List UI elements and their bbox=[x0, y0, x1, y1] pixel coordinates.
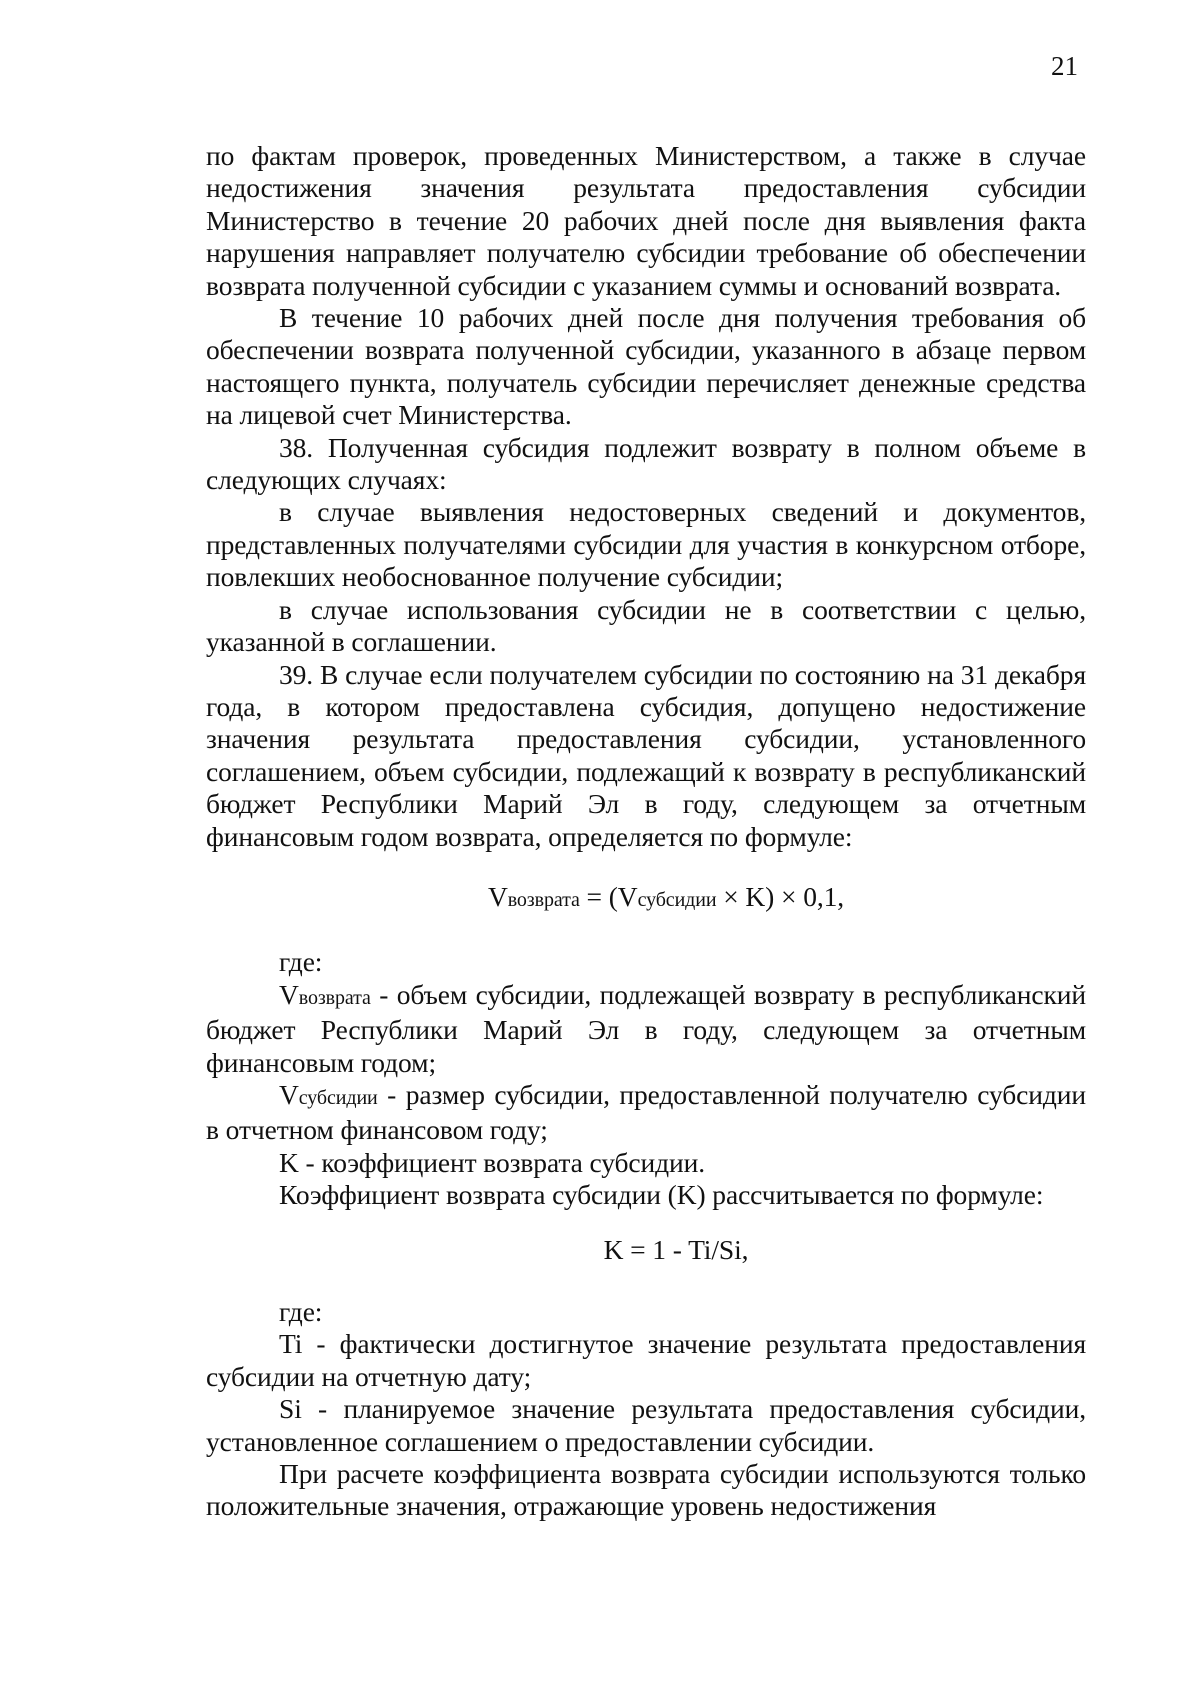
def-symbol: V bbox=[279, 1078, 299, 1110]
def-text: - объем субсидии, подлежащей возврату в республиканский бюджет Республики Марий Эл в году, следующем за отчетным финансовым годом; bbox=[206, 978, 1086, 1078]
paragraph-continuation: по фактам проверок, проведенных Министерством, а также в случае недостижения значения результата предоставления субсидии Министерство в течение 20 рабочих дней после дня выявления факта нарушения направляет получателю субсидии требование об обеспечении возврата полученной субсидии с указанием суммы и оснований возврата. bbox=[206, 140, 1086, 301]
formula-return-volume bbox=[206, 853, 1086, 946]
paragraph-case-misuse: в случае использования субсидии не в соответствии с целью, указанной в соглашении. bbox=[206, 593, 1086, 658]
definition-v-subsidy bbox=[206, 1079, 1086, 1147]
paragraph-case-false-info: в случае выявления недостоверных сведений и документов, представленных получателями субсидии для участия в конкурсном отборе, повлекших необоснованное получение субсидии; bbox=[206, 496, 1086, 593]
definition-k: K - коэффициент возврата субсидии. bbox=[279, 1146, 706, 1178]
def-symbol-sub: субсидии bbox=[298, 1086, 378, 1109]
definition-si: Si - планируемое значение результата предоставления субсидии, установленное соглашением о предоставлении субсидии. bbox=[206, 1393, 1086, 1457]
def-text: - размер субсидии, предоставленной получателю субсидии в отчетном финансовом году; bbox=[206, 1078, 1086, 1146]
where-label: где: bbox=[279, 1296, 323, 1327]
formula-v-symbol: V bbox=[487, 880, 508, 912]
paragraph-positive-values: При расчете коэффициента возврата субсидии используются только положительные значения, отражающие уровень недостижения bbox=[206, 1458, 1086, 1522]
formula-sub-return: возврата bbox=[507, 888, 580, 911]
def-symbol-sub: возврата bbox=[298, 986, 371, 1009]
formula-coefficient: K = 1 - Ti/Si, bbox=[603, 1233, 749, 1265]
paragraph-k-formula-intro: Коэффициент возврата субсидии (K) рассчитывается по формуле: bbox=[279, 1179, 1044, 1211]
formula-tail: × K) × 0,1, bbox=[716, 880, 845, 912]
definition-v-return bbox=[206, 979, 1086, 1079]
paragraph-item-39: 39. В случае если получателем субсидии по состоянию на 31 декабря года, в котором предоставлена субсидия, допущено недостижение значения результата предоставления субсидии, установленного соглашением, объем субсидии, подлежащий к возврату в республиканский бюджет Республики Марий Эл в году, следующем за отчетным финансовым годом возврата, определяется по формуле: bbox=[206, 658, 1086, 852]
definition-ti: Ti - фактически достигнутое значение результата предоставления субсидии на отчетную дату; bbox=[206, 1328, 1086, 1392]
where-label: где: bbox=[279, 946, 323, 978]
paragraph-return-period: В течение 10 рабочих дней после дня получения требования об обеспечении возврата полученной субсидии, указанного в абзаце первом настоящего пункта, получатель субсидии перечисляет денежные средства на лицевой счет Министерства. bbox=[206, 302, 1086, 431]
formula-sub-subsidy: субсидии bbox=[637, 888, 717, 911]
def-symbol: V bbox=[279, 978, 299, 1010]
formula-equals: = (V bbox=[579, 880, 638, 912]
document-body bbox=[206, 140, 1086, 1523]
page-number: 21 bbox=[1051, 51, 1078, 81]
paragraph-item-38: 38. Полученная субсидия подлежит возврату в полном объеме в следующих случаях: bbox=[206, 431, 1086, 496]
